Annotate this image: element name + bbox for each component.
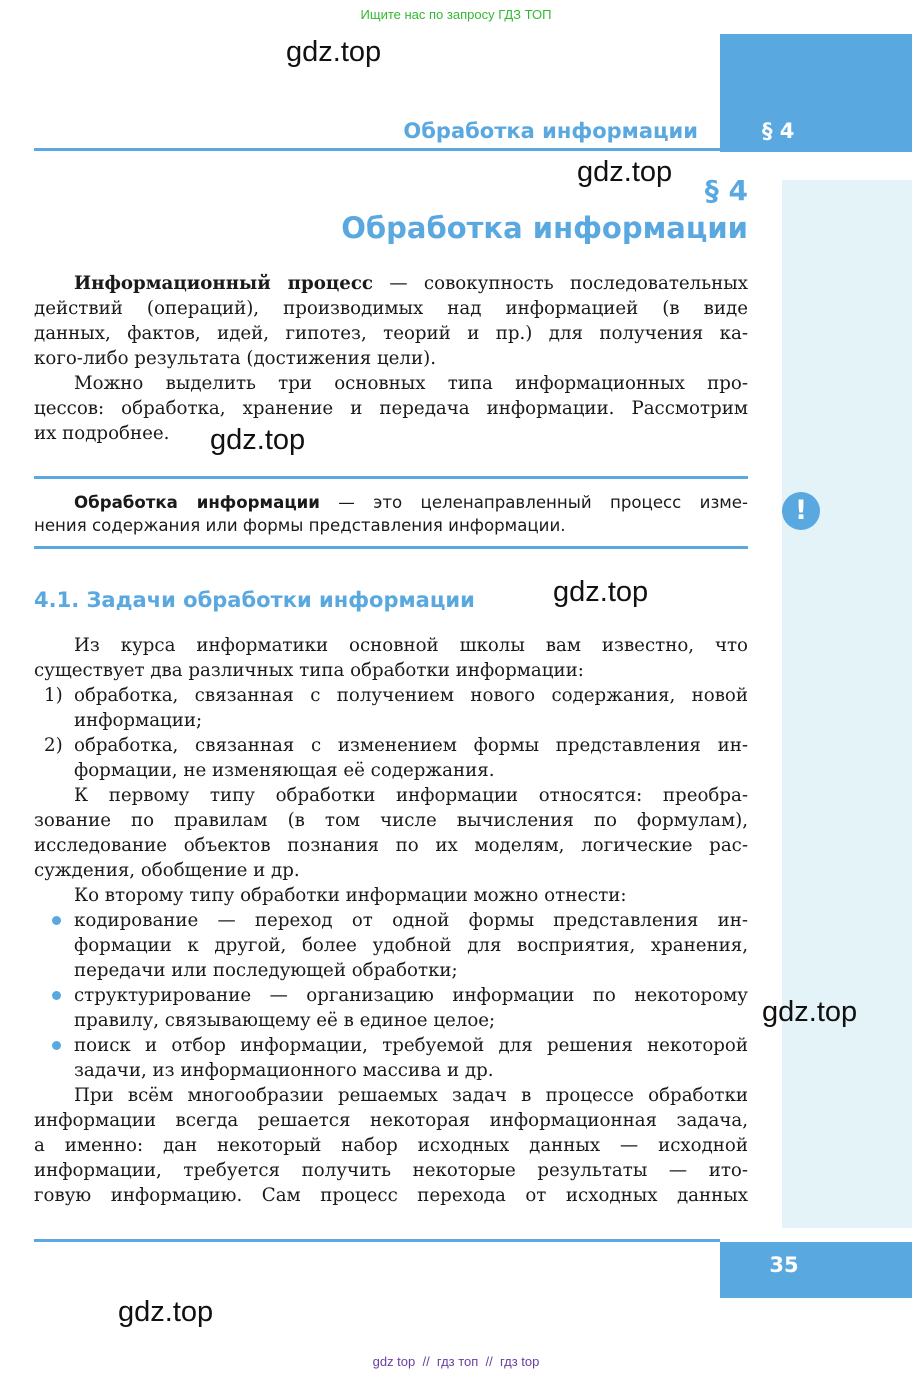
header-tab xyxy=(720,34,912,152)
watermark: gdz.top xyxy=(286,36,382,68)
body-p1-line-2: существует два различных типа обработки информации: xyxy=(34,660,584,681)
definition-line-1: Обработка информации — это целенаправленный процесс изме- xyxy=(74,493,748,512)
subsection-title: 4.1. Задачи обработки информации xyxy=(34,588,475,612)
bullet-dot-3 xyxy=(52,1041,61,1050)
bullet-2-line-1: структурирование — организацию информации по некоторому xyxy=(74,985,748,1006)
definition-term: Обработка информации xyxy=(74,493,320,512)
intro-line-2: действий (операций), производимых над информацией (в виде xyxy=(34,298,748,319)
section-number: § 4 xyxy=(704,174,748,207)
body-p4-line-5: говую информацию. Сам процесс перехода от исходных данных xyxy=(34,1185,748,1206)
body-p2-line-1: К первому типу обработки информации относятся: преобра- xyxy=(74,785,748,806)
intro-line-6: цессов: обработка, хранение и передача информации. Рассмотрим xyxy=(34,398,748,419)
running-header-section: § 4 xyxy=(762,119,795,143)
body-p1-line-1: Из курса информатики основной школы вам известно, что xyxy=(74,635,748,656)
margin-band xyxy=(782,180,912,1228)
definition-line-2: нения содержания или формы представления информации. xyxy=(34,516,566,535)
bullet-dot-1 xyxy=(52,916,61,925)
watermark: gdz.top xyxy=(577,156,673,188)
header-rule xyxy=(34,148,720,151)
body-p4-line-2: информации всегда решается некоторая информационная задача, xyxy=(34,1110,748,1131)
intro-line-4: кого-либо результата (достижения цели). xyxy=(34,348,436,369)
body-p4-line-1: При всём многообразии решаемых задач в процессе обработки xyxy=(74,1085,748,1106)
running-header-title: Обработка информации xyxy=(403,119,698,143)
definition-bottom-rule xyxy=(34,546,748,549)
footer-rule xyxy=(34,1239,720,1242)
body-p4-line-3: а именно: дан некоторый набор исходных данных — исходной xyxy=(34,1135,748,1156)
bullet-3-line-2: задачи, из информационного массива и др. xyxy=(74,1060,494,1081)
list-item-1-line-2: информации; xyxy=(74,710,203,731)
top-search-hint: Ищите нас по запросу ГДЗ ТОП xyxy=(360,7,552,22)
bullet-1-line-2: формации к другой, более удобной для восприятия, хранения, xyxy=(74,935,748,956)
watermark: gdz.top xyxy=(553,576,649,608)
intro-line-7: их подробнее. xyxy=(34,423,170,444)
bullet-dot-2 xyxy=(52,991,61,1000)
list-marker-1: 1) xyxy=(44,685,63,706)
body-p2-line-3: исследование объектов познания по их моделям, логические рас- xyxy=(34,835,748,856)
bullet-1-line-3: передачи или последующей обработки; xyxy=(74,960,458,981)
watermark: gdz.top xyxy=(210,424,306,456)
body-p3-line-1: Ко второму типу обработки информации можно отнести: xyxy=(74,885,627,906)
definition-top-rule xyxy=(34,476,748,479)
watermark: gdz.top xyxy=(762,996,858,1028)
body-p2-line-4: суждения, обобщение и др. xyxy=(34,860,300,881)
list-item-2-line-2: формации, не изменяющая её содержания. xyxy=(74,760,495,781)
body-p4-line-4: информации, требуется получить некоторые результаты — ито- xyxy=(34,1160,748,1181)
bullet-3-line-1: поиск и отбор информации, требуемой для решения некоторой xyxy=(74,1035,748,1056)
body-p2-line-2: зование по правилам (в том числе вычисления по формулам), xyxy=(34,810,748,831)
intro-line-3: данных, фактов, идей, гипотез, теорий и пр.) для получения ка- xyxy=(34,323,748,344)
page-number: 35 xyxy=(769,1253,799,1277)
intro-line-5: Можно выделить три основных типа информационных про- xyxy=(74,373,748,394)
intro-line-1: Информационный процесс — совокупность последовательных xyxy=(74,273,748,294)
bottom-links[interactable]: gdz top // гдз топ // гдз top xyxy=(372,1354,540,1369)
exclamation-icon: ! xyxy=(782,492,820,530)
list-item-1-line-1: обработка, связанная с получением нового содержания, новой xyxy=(74,685,748,706)
watermark: gdz.top xyxy=(118,1296,214,1328)
bullet-1-line-1: кодирование — переход от одной формы представления ин- xyxy=(74,910,748,931)
bullet-2-line-2: правилу, связывающему её в единое целое; xyxy=(74,1010,496,1031)
section-title: Обработка информации xyxy=(341,211,748,245)
list-marker-2: 2) xyxy=(44,735,63,756)
intro-term: Информационный процесс xyxy=(74,273,373,294)
list-item-2-line-1: обработка, связанная с изменением формы представления ин- xyxy=(74,735,748,756)
